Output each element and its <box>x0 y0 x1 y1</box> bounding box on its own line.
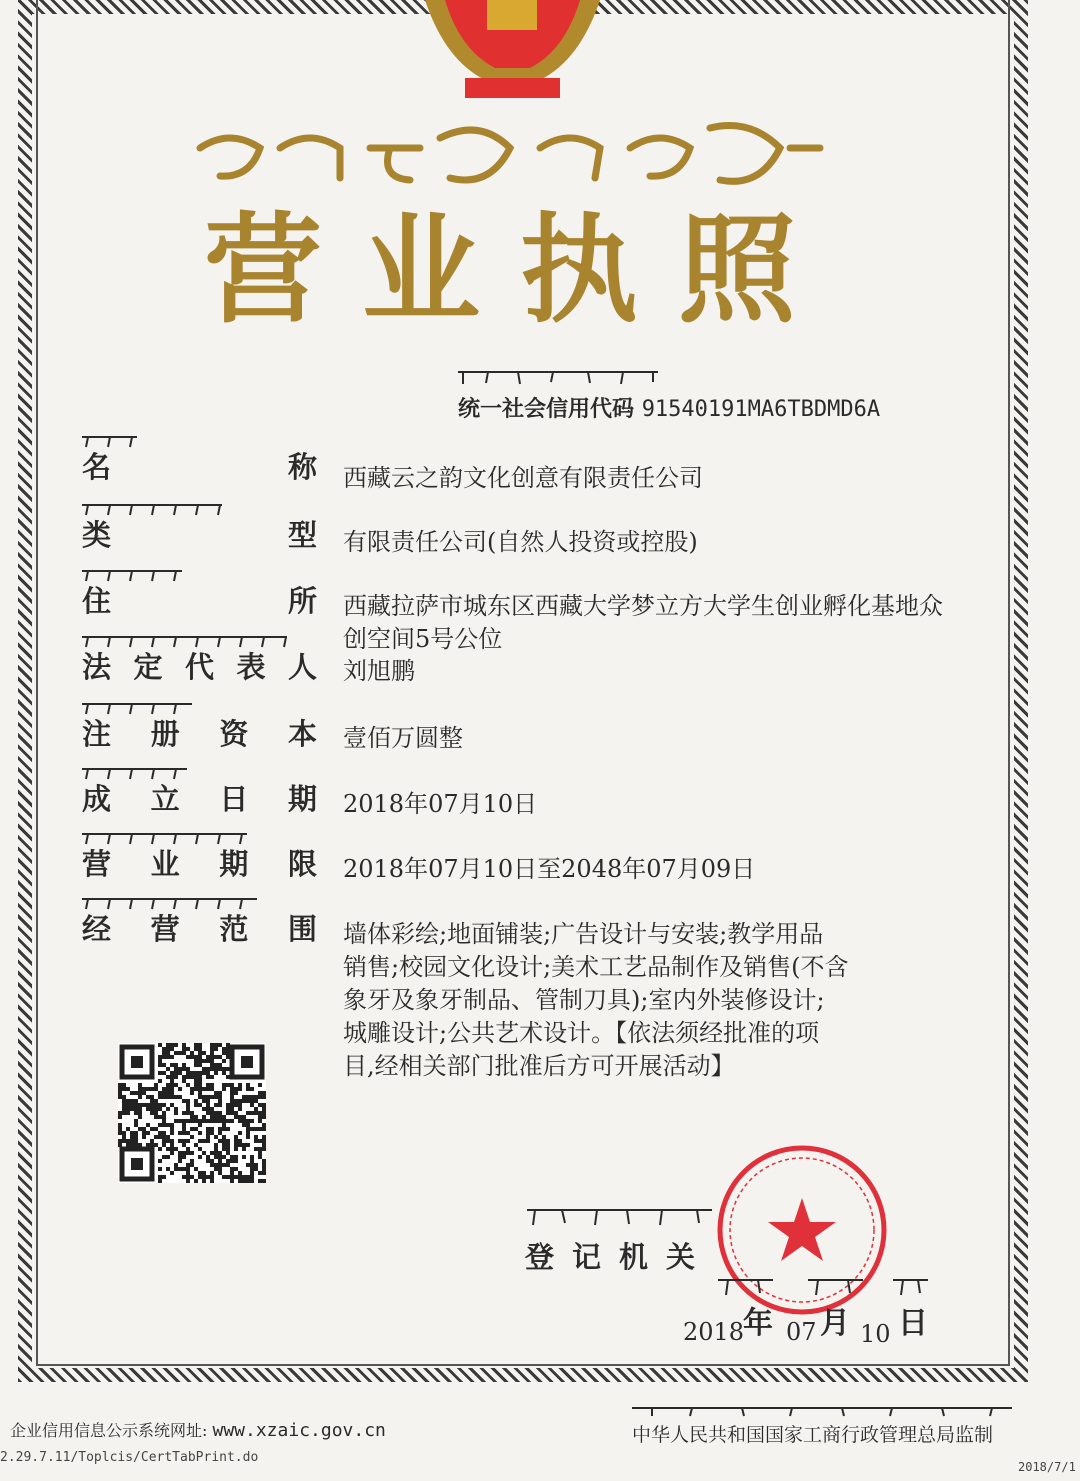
field-label <box>82 847 317 881</box>
field-label-char: 营 <box>150 912 180 946</box>
credit-code-label: 统一社会信用代码 <box>458 397 635 422</box>
field-label-char: 称 <box>287 450 317 484</box>
field-label <box>82 782 317 816</box>
field-label-char: 营 <box>82 847 112 881</box>
footer-site-label: 企业信用信息公示系统网址: <box>10 1421 208 1440</box>
footer-site-url[interactable]: www.xzaic.gov.cn <box>212 1420 386 1441</box>
qr-code-icon <box>118 1043 266 1183</box>
field-value-line: 刘旭鹏 <box>343 657 415 685</box>
field-value-line: 西藏云之韵文化创意有限责任公司 <box>343 464 703 492</box>
field-value <box>343 655 973 688</box>
credit-code-value: 91540191MA6TBDMD6A <box>641 397 881 422</box>
field-tibetan-label <box>82 634 287 648</box>
footer-tibetan <box>632 1405 1012 1417</box>
field-label-char: 限 <box>287 847 317 881</box>
field-value-line: 西藏拉萨市城东区西藏大学梦立方大学生创业孵化基地众 <box>343 592 943 620</box>
footer-site <box>10 1418 386 1441</box>
field-value-line: 墙体彩绘;地面铺装;广告设计与安装;教学用品 <box>343 920 824 948</box>
field-label <box>82 650 317 684</box>
field-tibetan-label <box>82 568 182 582</box>
field-value-line: 有限责任公司(自然人投资或控股) <box>343 528 698 556</box>
field-label-char: 名 <box>82 450 112 484</box>
field-tibetan-label <box>82 896 257 910</box>
field-label-char: 所 <box>287 584 317 618</box>
field-label-char: 范 <box>219 912 249 946</box>
date-tibetan <box>718 1275 928 1297</box>
field-value <box>343 788 973 821</box>
registration-day-unit: 日 <box>898 1306 928 1341</box>
field-label-char: 日 <box>219 782 249 816</box>
registration-month: 07 <box>786 1318 817 1346</box>
field-value-line: 销售;校园文化设计;美术工艺品制作及销售(不含 <box>343 953 849 981</box>
field-label-char: 成 <box>82 782 112 816</box>
registration-year: 2018 <box>683 1318 745 1346</box>
field-tibetan-label <box>82 434 137 448</box>
field-value <box>343 462 973 495</box>
credit-code-tibetan <box>458 368 658 386</box>
field-value-line: 2018年07月10日至2048年07月09日 <box>343 855 756 883</box>
field-label-char: 型 <box>287 518 317 552</box>
field-label <box>82 450 317 484</box>
credit-code <box>458 392 880 423</box>
field-tibetan-label <box>82 831 247 845</box>
field-tibetan-label <box>82 766 187 780</box>
tibetan-title-script <box>190 118 830 198</box>
field-label-char: 围 <box>287 912 317 946</box>
field-label-char: 立 <box>150 782 180 816</box>
registration-month-unit: 月 <box>820 1306 850 1341</box>
field-value-line: 目,经相关部门批准后方可开展活动】 <box>343 1052 735 1080</box>
field-value-line: 2018年07月10日 <box>343 790 538 818</box>
field-label-char: 本 <box>287 717 317 751</box>
registration-authority-label: 登记机关 <box>525 1240 714 1274</box>
footer-corner-date: 2018/7/1 <box>1018 1460 1076 1474</box>
footer-print-path: 2.29.7.11/Toplcis/CertTabPrint.do <box>0 1450 259 1465</box>
field-value <box>343 918 973 1083</box>
document-title: 营业执照 <box>203 201 836 339</box>
field-label-char: 业 <box>150 847 180 881</box>
field-label-char: 册 <box>150 717 180 751</box>
field-label <box>82 518 317 552</box>
field-label-char: 资 <box>219 717 249 751</box>
field-label-char: 人 <box>287 650 317 684</box>
field-label-char: 定 <box>133 650 163 684</box>
field-value <box>343 722 973 755</box>
field-label <box>82 912 317 946</box>
field-label-char: 注 <box>82 717 112 751</box>
field-value-line: 创空间5号公位 <box>343 625 503 653</box>
field-tibetan-label <box>82 701 192 715</box>
field-label-char: 住 <box>82 584 112 618</box>
footer-supervisor: 中华人民共和国国家工商行政管理总局监制 <box>632 1424 994 1446</box>
field-label-char: 类 <box>82 518 112 552</box>
national-emblem-icon <box>405 0 620 100</box>
field-label-char: 期 <box>219 847 249 881</box>
field-value-line: 壹佰万圆整 <box>343 724 463 752</box>
registration-tibetan <box>527 1205 712 1227</box>
registration-day: 10 <box>860 1320 891 1348</box>
field-label <box>82 717 317 751</box>
registration-year-unit: 年 <box>743 1306 773 1341</box>
field-label-char: 期 <box>287 782 317 816</box>
field-value <box>343 526 973 559</box>
field-value-line: 象牙及象牙制品、管制刀具);室内外装修设计; <box>343 986 825 1014</box>
field-label-char: 经 <box>82 912 112 946</box>
field-tibetan-label <box>82 502 222 516</box>
field-value <box>343 853 973 886</box>
field-label-char: 法 <box>82 650 112 684</box>
field-value <box>343 590 973 656</box>
field-label-char: 表 <box>236 650 266 684</box>
field-value-line: 城雕设计;公共艺术设计。【依法须经批准的项 <box>343 1019 820 1047</box>
field-label-char: 代 <box>184 650 214 684</box>
field-label <box>82 584 317 618</box>
